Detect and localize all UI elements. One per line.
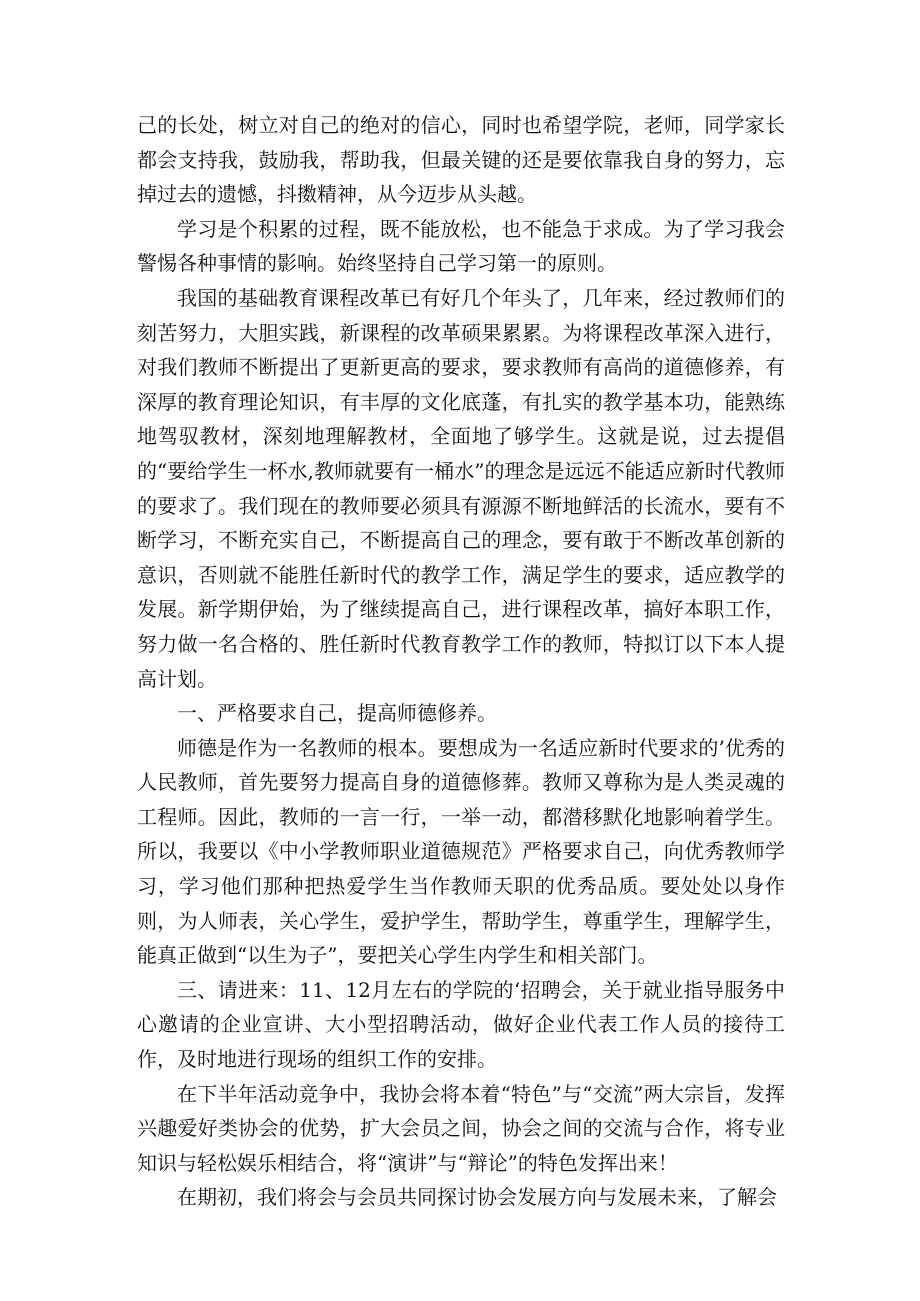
paragraph-curriculum-reform: 我国的基础教育课程改革已有好几个年头了，几年来，经过教师们的刻苦努力，大胆实践，新课程的改革硕果累累。为将课程改革深入进行，对我们教师不断提出了更新更高的要求，要求教师有高尚的道德修养，有深厚的教育理论知识，有丰厚的文化底蓬，有扎实的教学基本功，能熟练地驾驭教材，深刻地理解教材，全面地了够学生。这就是说，过去提倡的“要给学生一杯水,教师就要有一桶水”的理念是远远不能适应新时代教师的要求了。我们现在的教师要必须具有源源不断地鲜活的长流水，要有不断学习，不断充实自己，不断提高自己的理念，要有敢于不断改革创新的意识，否则就不能胜任新时代的教学工作，满足学生的要求，适应教学的发展。新学期伊始，为了继续提高自己，进行课程改革，搞好本职工作，努力做一名合格的、胜任新时代教育教学工作的教师，特拟订以下本人提高计划。	[137, 285, 785, 691]
document-body	[137, 108, 785, 1215]
paragraph-early-term: 在期初，我们将会与会员共同探讨协会发展方向与发展未来，了解会	[177, 1185, 777, 1210]
section-heading-teacher-ethics: 一、严格要求自己，提高师德修养。	[177, 701, 497, 726]
paragraph-association-activities: 在下半年活动竞争中，我协会将本着“特色”与“交流”两大宗旨，发挥兴趣爱好类协会的优势，扩大会员之间，协会之间的交流与合作，将专业知识与轻松娱乐相结合，将“演讲”与“辩论”的特色发挥出来！	[137, 1081, 785, 1175]
paragraph-continuation: 己的长处，树立对自己的绝对的信心，同时也希望学院，老师，同学家长都会支持我，鼓励我，帮助我，但最关键的还是要依靠我自身的努力，忘掉过去的遗憾，抖擞精神，从今迈步从头越。	[137, 113, 785, 207]
paragraph-invite-in: 三、请进来：11、12月左右的学院的‘招聘会，关于就业指导服务中心邀请的企业宣讲、大小型招聘活动，做好企业代表工作人员的接待工作，及时地进行现场的组织工作的安排。	[137, 977, 785, 1072]
paragraph-study-process: 学习是个积累的过程，既不能放松，也不能急于求成。为了学习我会警惕各种事情的影响。始终坚持自己学习第一的原则。	[137, 216, 785, 276]
paragraph-teacher-ethics: 师德是作为一名教师的根本。要想成为一名适应新时代要求的’优秀的人民教师，首先要努力提高自身的道德修葬。教师又尊称为是人类灵魂的工程师。因此，教师的一言一行，一举一动，都潜移默化地影响着学生。所以，我要以《中小学教师职业道德规范》严格要求自己，向优秀教师学习，学习他们那种把热爱学生当作教师天职的优秀品质。要处处以身作则，为人师表，关心学生，爱护学生，帮助学生，尊重学生，理解学生，能真正做到“以生为子”，要把关心学生内学生和相关部门。	[137, 735, 785, 968]
